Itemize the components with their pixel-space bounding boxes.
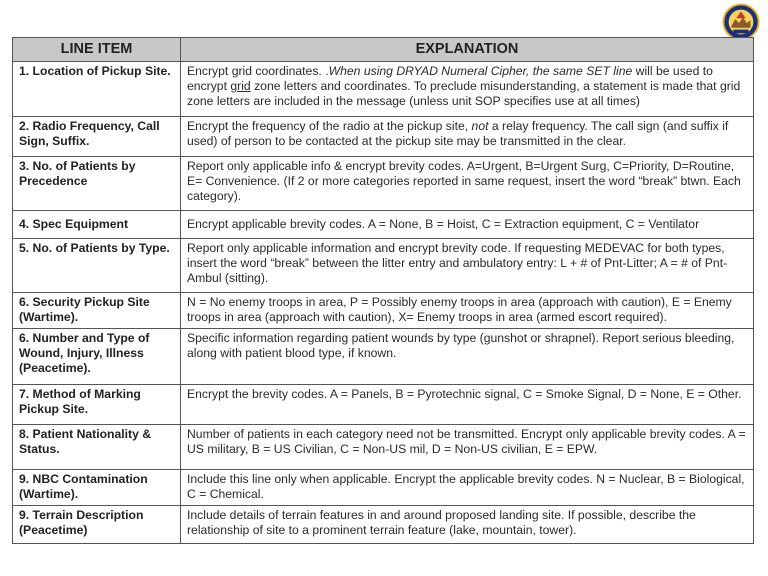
table-row: [13, 62, 754, 117]
explanation: Specific information regarding patient wounds by type (gunshot or shrapnel). Report serious bleeding, along with patient blood type, if known.: [181, 329, 754, 385]
line-item: 1. Location of Pickup Site.: [13, 62, 181, 117]
table-row: [13, 329, 754, 385]
explanation: Encrypt the brevity codes. A = Panels, B = Pyrotechnic signal, C = Smoke Signal, D = None, E = Other.: [181, 385, 754, 425]
unit-crest-icon: [722, 3, 760, 41]
table-row: [13, 157, 754, 211]
explanation: Include details of terrain features in and around proposed landing site. If possible, describe the relationship of site to a prominent terrain feature (lake, mountain, tower).: [181, 506, 754, 544]
explanation: Encrypt the frequency of the radio at the pickup site, not a relay frequency. The call sign (and suffix if used) of person to be contacted at the pickup site may be transmitted in the clear.: [181, 117, 754, 157]
explanation: N = No enemy troops in area, P = Possibly enemy troops in area (approach with caution), E = Enemy troops in area (approach with caution), X= Enemy troops in area (armed escort required).: [181, 293, 754, 329]
table-row: [13, 506, 754, 544]
line-item: 8. Patient Nationality & Status.: [13, 425, 181, 470]
explanation: Number of patients in each category need not be transmitted. Encrypt only applicable brevity codes. A = US military, B = US Civilian, C = Non-US mil, D = Non-US civilian, E = EPW.: [181, 425, 754, 470]
column-header-line-item: LINE ITEM: [13, 38, 181, 62]
table-row: [13, 470, 754, 506]
line-item: 4. Spec Equipment: [13, 211, 181, 239]
explanation: Encrypt grid coordinates. .When using DRYAD Numeral Cipher, the same SET line will be used to encrypt grid zone letters and coordinates. To preclude misunderstanding, a statement is made that grid zone letters are included in the message (unless unit SOP specifies use at all times): [181, 62, 754, 117]
table-row: [13, 239, 754, 293]
nine-line-table: [12, 37, 754, 544]
explanation: Report only applicable info & encrypt brevity codes. A=Urgent, B=Urgent Surg, C=Priority, D=Routine, E= Convenience. (If 2 or more categories reported in same request, insert the word “break” btwn. Each category).: [181, 157, 754, 211]
explanation: Report only applicable information and encrypt brevity code. If requesting MEDEVAC for both types, insert the word “break” between the litter entry and ambulatory entry: L + # of Pnt-Litter; A = # of Pnt-Ambul (sitting).: [181, 239, 754, 293]
line-item: 9. Terrain Description (Peacetime): [13, 506, 181, 544]
table-row: [13, 117, 754, 157]
table-row: [13, 385, 754, 425]
table-row: [13, 425, 754, 470]
table-row: [13, 293, 754, 329]
line-item: 9. NBC Contamination (Wartime).: [13, 470, 181, 506]
line-item: 2. Radio Frequency, Call Sign, Suffix.: [13, 117, 181, 157]
line-item: 6. Security Pickup Site (Wartime).: [13, 293, 181, 329]
table-row: [13, 211, 754, 239]
explanation: Include this line only when applicable. Encrypt the applicable brevity codes. N = Nuclear, B = Biological, C = Chemical.: [181, 470, 754, 506]
column-header-explanation: EXPLANATION: [181, 38, 754, 62]
explanation: Encrypt applicable brevity codes. A = None, B = Hoist, C = Extraction equipment, C = Ventilator: [181, 211, 754, 239]
line-item: 5. No. of Patients by Type.: [13, 239, 181, 293]
line-item: 3. No. of Patients by Precedence: [13, 157, 181, 211]
table-header-row: [13, 38, 754, 62]
line-item: 7. Method of Marking Pickup Site.: [13, 385, 181, 425]
line-item: 6. Number and Type of Wound, Injury, Illness (Peacetime).: [13, 329, 181, 385]
